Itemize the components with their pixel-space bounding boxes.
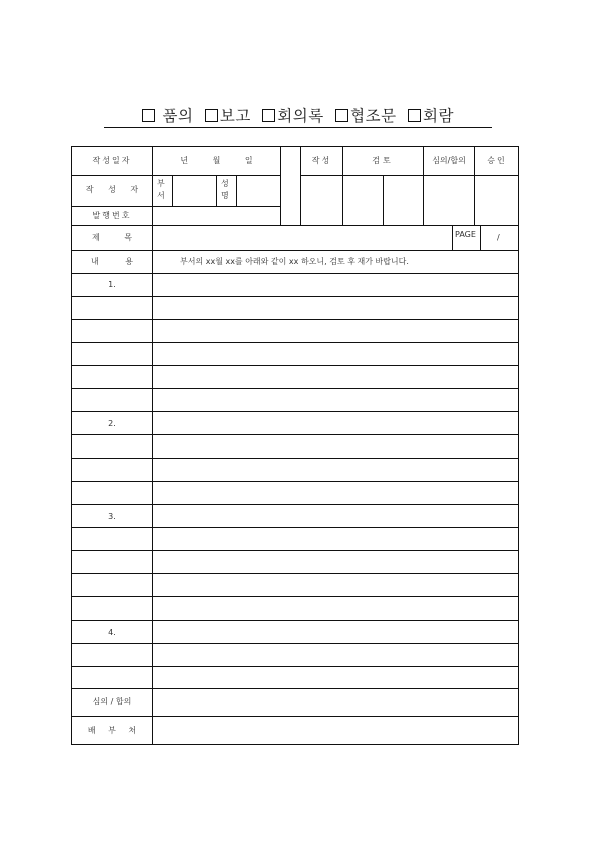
- checkbox-icon[interactable]: [408, 109, 421, 122]
- divider: [71, 273, 519, 274]
- title-option-minutes[interactable]: [262, 107, 323, 125]
- divider: [71, 296, 519, 297]
- divider: [71, 527, 519, 528]
- approval-col-author: 작성: [311, 156, 332, 165]
- divider: [236, 175, 237, 206]
- divider: [71, 596, 519, 597]
- divider: [71, 206, 280, 207]
- section-number: 2.: [108, 419, 116, 428]
- section-number: 1.: [108, 280, 116, 289]
- approval-col-review: 검토: [372, 156, 394, 165]
- deliberation-label: 심의 / 합의: [92, 697, 132, 706]
- divider: [71, 688, 519, 689]
- divider: [71, 175, 280, 176]
- divider: [71, 573, 519, 574]
- title-option-cooperation[interactable]: [335, 107, 396, 125]
- author-label: 작 성 자: [85, 185, 139, 194]
- checkbox-icon[interactable]: [142, 109, 155, 122]
- distribution-label: 배 부 처: [87, 726, 137, 735]
- divider: [383, 175, 384, 225]
- divider: [71, 716, 519, 717]
- content-label: 내 용: [91, 257, 133, 266]
- doc-number-label: 발행번호: [92, 211, 132, 220]
- divider: [152, 146, 153, 745]
- divider: [71, 643, 519, 644]
- page-label: PAGE: [455, 230, 476, 239]
- divider: [71, 365, 519, 366]
- divider: [71, 666, 519, 667]
- option-label: 회람: [422, 107, 454, 125]
- title-option-circular[interactable]: [408, 107, 454, 125]
- name-label: 성명: [221, 179, 229, 200]
- divider: [71, 411, 519, 412]
- checkbox-icon[interactable]: [335, 109, 348, 122]
- divider: [71, 550, 519, 551]
- dept-label: 부서: [157, 179, 165, 200]
- divider: [280, 146, 281, 225]
- option-label: 협조문: [350, 107, 397, 125]
- divider: [71, 434, 519, 435]
- divider: [71, 342, 519, 343]
- divider: [452, 225, 453, 250]
- checkbox-icon[interactable]: [205, 109, 218, 122]
- date-value[interactable]: 년 월 일: [180, 156, 253, 165]
- divider: [300, 175, 519, 176]
- divider: [172, 175, 173, 206]
- approval-col-deliberation: 심의/합의: [432, 156, 466, 165]
- divider: [71, 250, 519, 251]
- option-label: 보고: [219, 107, 251, 125]
- section-number: 4.: [108, 628, 116, 637]
- checkbox-icon[interactable]: [262, 109, 275, 122]
- page-separator: /: [497, 233, 500, 242]
- divider: [480, 225, 481, 250]
- option-label: 회의록: [277, 107, 324, 125]
- content-text[interactable]: 부서의 xx월 xx를 아래와 같이 xx 하오니, 검토 후 재가 바랍니다.: [180, 257, 409, 266]
- section-number: 3.: [108, 512, 116, 521]
- title-underline: [104, 127, 492, 128]
- title-option-report[interactable]: [205, 107, 251, 125]
- divider: [216, 175, 217, 206]
- divider: [71, 620, 519, 621]
- document-title: [104, 104, 492, 126]
- approval-col-approve: 승인: [487, 156, 507, 165]
- divider: [71, 481, 519, 482]
- option-label: 품의: [162, 107, 194, 125]
- divider: [71, 319, 519, 320]
- divider: [71, 504, 519, 505]
- divider: [71, 388, 519, 389]
- date-label: 작성일자: [92, 156, 132, 165]
- divider: [71, 458, 519, 459]
- subject-label: 제 목: [92, 233, 132, 242]
- title-option-pumui[interactable]: [142, 107, 193, 125]
